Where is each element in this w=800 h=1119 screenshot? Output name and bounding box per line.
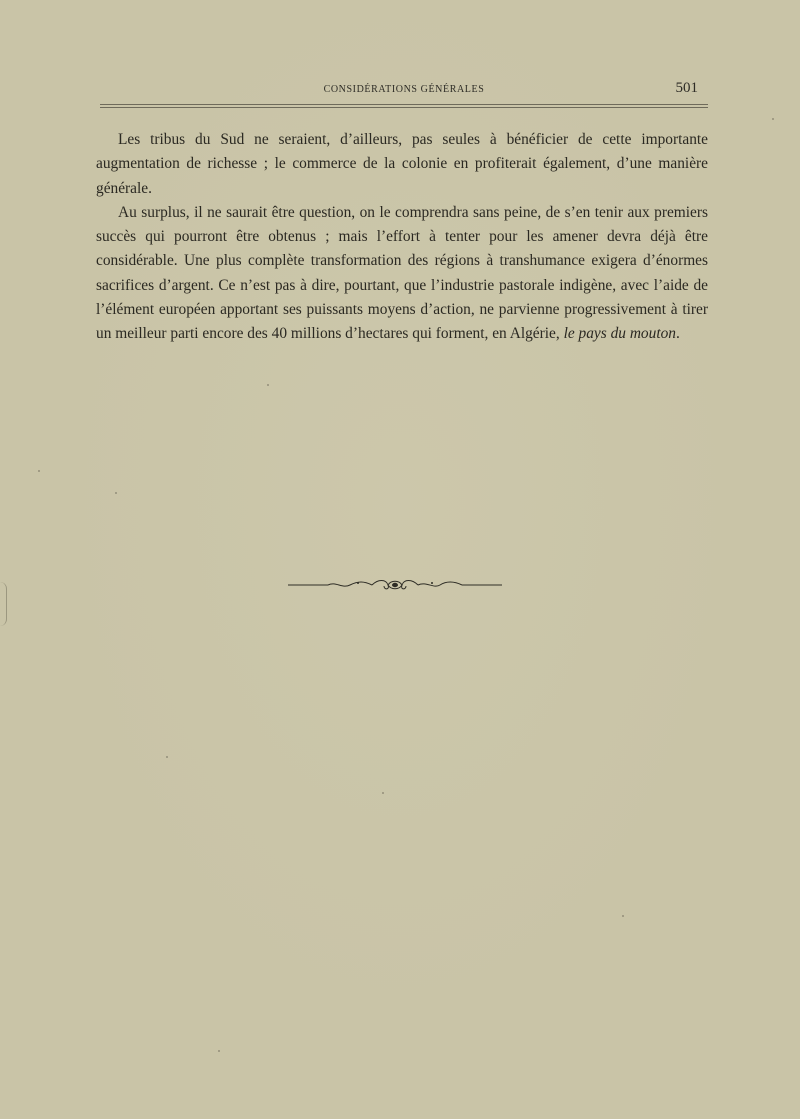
paper-speck [218, 1050, 220, 1052]
paper-speck [166, 756, 168, 758]
body-text [96, 128, 708, 347]
decorative-tailpiece-icon [288, 578, 502, 592]
running-head [100, 80, 708, 100]
paper-speck [382, 792, 384, 794]
paper-speck [772, 118, 774, 120]
paragraph-1: Les tribus du Sud ne seraient, d’ailleurs, pas seules à bénéficier de cette importante augmentation de richesse ; le commerce de la colonie en profiterait également, d’une manière générale. [96, 131, 708, 197]
paper-speck [622, 915, 624, 917]
page-number: 501 [675, 80, 698, 96]
page-edge-mark [0, 582, 7, 626]
paper-speck [115, 492, 117, 494]
paper-speck [267, 384, 269, 386]
emphasis-phrase: le pays du mouton [563, 325, 676, 343]
header-rule [100, 104, 708, 108]
paragraph-2 [96, 201, 708, 347]
paragraph-2-end: . [676, 325, 680, 343]
paragraph-2-text: Au surplus, il ne saurait être question, on le comprendra sans peine, de s’en tenir aux premiers succès qui pourront être obtenus ; mais l’effort à tenter pour les amener devra déjà être considérable. Une plus complète transformation des régions à transhumance exigera d’énormes sacrifices d’argent. Ce n’est pas à dire, pourtant, que l’industrie pastorale indigène, avec l’aide de l’élément européen apportant ses puissants moyens d’action, ne parvienne progressivement à tirer un meilleur parti encore des 40 millions d’hectares qui forment, en Algérie, [96, 203, 708, 343]
paper-speck [38, 470, 40, 472]
running-title: CONSIDÉRATIONS GÉNÉRALES [323, 84, 485, 95]
